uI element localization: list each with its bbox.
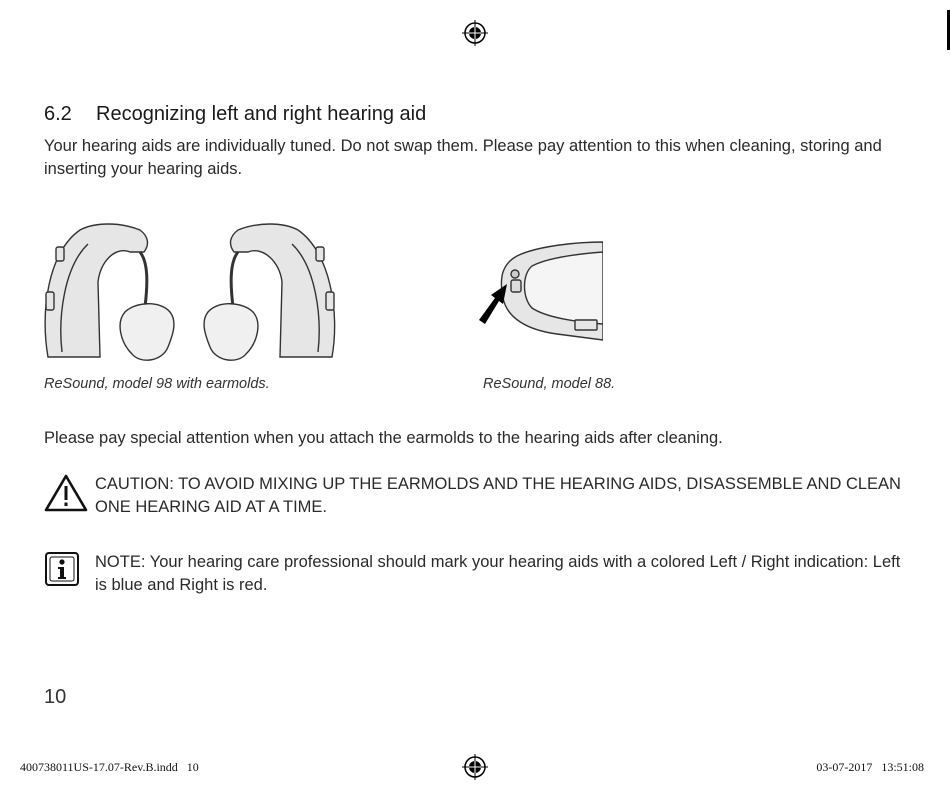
warning-triangle-icon: [44, 473, 88, 513]
figure-caption-left: ReSound, model 98 with earmolds.: [44, 376, 270, 392]
registration-mark-icon: [461, 753, 489, 781]
note-text: Your hearing care professional should mark your hearing aids with a colored Left / Right indication: Left is blue and Right is red.: [95, 553, 901, 594]
section-heading: [44, 103, 426, 126]
arrow-icon: [479, 284, 507, 324]
page-number: 10: [44, 686, 67, 708]
attention-paragraph: Please pay special attention when you attach the earmolds to the hearing aids after cleaning.: [44, 429, 723, 447]
caution-label: CAUTION:: [95, 475, 174, 493]
caution-callout: [44, 473, 904, 518]
registration-mark-icon: [461, 19, 489, 47]
note-label: NOTE:: [95, 553, 146, 571]
hearing-aid-model-88-illustration: [477, 238, 603, 342]
figure-caption-right: ReSound, model 88.: [483, 376, 616, 392]
caution-text: TO AVOID MIXING UP THE EARMOLDS AND THE HEARING AIDS, DISASSEMBLE AND CLEAN ONE HEARING AID AT A TIME.: [95, 475, 901, 516]
footer-timestamp: 03-07-2017 13:51:08: [816, 760, 924, 774]
section-title: Recognizing left and right hearing aid: [96, 103, 427, 125]
footer-file-info: 400738011US-17.07-Rev.B.indd 10: [20, 760, 199, 774]
note-callout: [44, 551, 904, 596]
intro-paragraph: Your hearing aids are individually tuned. Do not swap them. Please pay attention to this when cleaning, storing and inserting your hearing aids.: [44, 137, 882, 178]
info-icon: [44, 551, 80, 587]
hearing-aids-model-98-illustration: [40, 222, 340, 367]
section-number: 6.2: [44, 103, 72, 125]
